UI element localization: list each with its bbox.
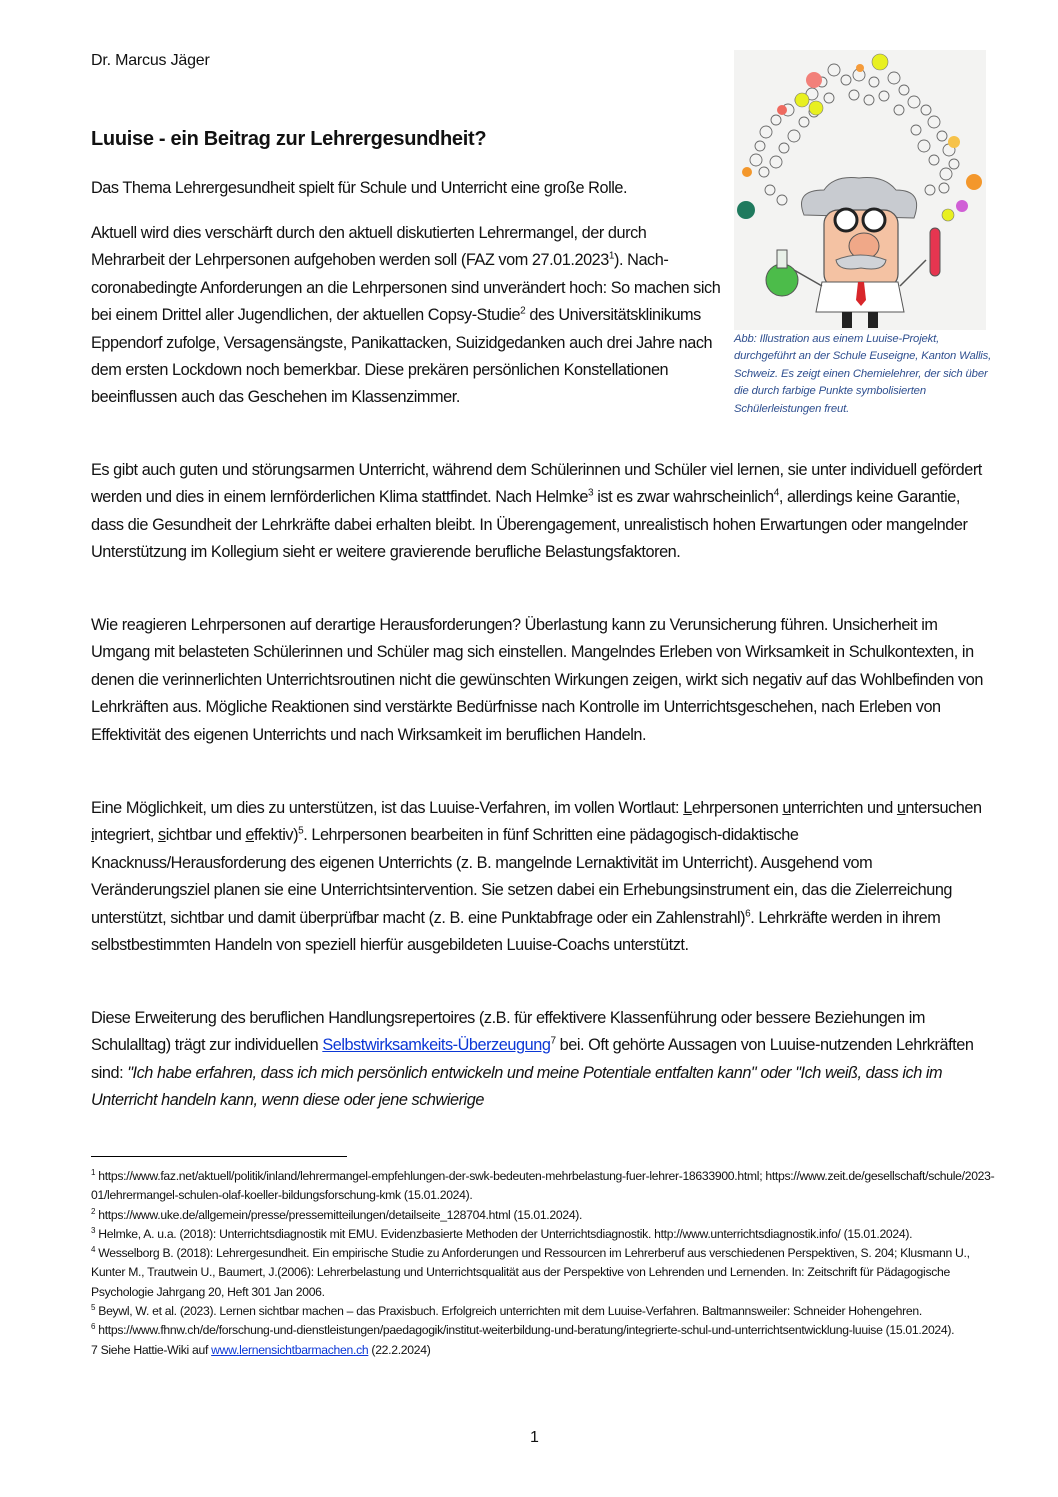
- paragraph-helmke: Es gibt auch guten und störungsarmen Unterricht, während dem Schülerinnen und Schüler viel lernen, sie unter individuell gefördert werden und dies in einem lernförderlichen Klima stattfindet. Nach Helmke$^3$ ist es zwar wahrscheinlich$^4$, allerdings keine Garantie, dass die Gesundheit der Lehrkräfte dabei erhalten bleibt. In Überengagement, unrealistisch hohen Erwartungen oder mangelnder Unterstützung im Kollegium sieht er weitere gravierende berufliche Belastungsfaktoren.: [91, 461, 982, 562]
- scientist-illustration-icon: [734, 50, 986, 330]
- footnote-ref-3[interactable]: 3: [588, 487, 594, 499]
- footnote-ref-2[interactable]: 2: [520, 305, 526, 317]
- paragraph-luuise-verfahren: Eine Möglichkeit, um dies zu unterstützen, ist das Luuise-Verfahren, im vollen Wortlaut: Lehrpersonen unterrichten und untersuchen integriert, sichtbar und effektiv)$^5$. Lehrpersonen bearbeiten in fünf Schritten eine pädagogisch-didaktische Knacknuss/Herausforderung des eigenen Unterrichts (z. B. mangelnde Lernaktivität im Unterricht). Ausgehend vom Veränderungsziel planen sie eine Unterrichtsintervention. Sie setzen dabei ein Erhebungsinstrument ein, das die Zielerreichung unterstützt, sichtbar und damit überprüfbar macht (z. B. eine Punktabfrage oder ein Zahlenstrahl)$^6$. Lehrkräfte werden in ihrem selbstbestimmten Handeln von speziell hierfür ausgebildeten Luuise-Coachs unterstützt.: [91, 799, 982, 955]
- footnote-6: $^6$ https://www.fhnw.ch/de/forschung-und-dienstleistungen/paedagogik/institut-weiterbildung-und-beratung/integrierte-schul-und-unterrichtsentwicklung-luuise (15.01.2024).: [91, 1322, 955, 1338]
- article-title: Luuise - ein Beitrag zur Lehrergesundheit?: [91, 128, 487, 150]
- lernensichtbarmachen-link[interactable]: www.lernensichtbarmachen.ch: [211, 1342, 369, 1357]
- footnote-1: $^1$ https://www.faz.net/aktuell/politik/inland/lehrermangel-empfehlungen-der-swk-bedeuten-mehrbelastung-fuer-lehrer-18633900.html; https://www.zeit.de/gesellschaft/schule/2023-01/lehrermangel-schulen-olaf-koeller-bildungsforschung-kmk (15.01.2024).: [91, 1167, 995, 1203]
- figure-caption: Abb: Illustration aus einem Luuise-Projekt, durchgeführt an der Schule Euseigne, Kanton Wallis, Schweiz. Es zeigt einen Chemielehrer, der sich über die durch farbige Punkte symbolisierten Schülerleistungen freut.: [734, 333, 992, 415]
- footnote-7: 7 Siehe Hattie-Wiki auf www.lernensichtbarmachen.ch (22.2.2024): [91, 1342, 431, 1357]
- paragraph-lehrermangel: Aktuell wird dies verschärft durch den aktuell diskutierten Lehrermangel, der durch Mehrarbeit der Lehrpersonen aufgehoben werden soll (FAZ vom 27.01.2023$^1$). Nach-coronabedingte Anforderungen an die Lehrpersonen sind unverändert hoch: So machen sich bei einem Drittel aller Jugendlichen, der aktuellen Copsy-Studie$^2$ des Universitätsklinikums Eppendorf zufolge, Versagensängste, Panikattacken, Suizidgedanken auch drei Jahre nach dem ersten Lockdown noch bemerkbar. Diese prekären persönlichen Konstellationen beeinflussen auch das Geschehen im Klassenzimmer.: [91, 224, 721, 407]
- footnote-5: $^5$ Beywl, W. et al. (2023). Lernen sichtbar machen – das Praxisbuch. Erfolgreich unterrichten mit dem Luuise-Verfahren. Baltmannsweiler: Schneider Hohengehren.: [91, 1303, 922, 1319]
- footnote-4: $^4$ Wesselborg B. (2018): Lehrergesundheit. Ein empirische Studie zu Anforderungen und Ressourcen im Lehrerberuf aus verschiedenen Perspektiven, S. 204; Klusmann U., Kunter M., Trautwein U., Baumert, J.(2006): Lehrerbelastung und Unterrichtsqualität aus der Perspektive von Lehrenden und Lernenden. In: Zeitschrift für Pädagogische Psychologie Jahrgang 20, Heft 301 Jan 2006.: [91, 1245, 970, 1299]
- footnote-ref-4[interactable]: 4: [773, 487, 779, 499]
- footnote-ref-7[interactable]: 7: [550, 1035, 556, 1047]
- footnotes: [91, 1167, 996, 1360]
- intro-paragraph: Das Thema Lehrergesundheit spielt für Schule und Unterricht eine große Rolle.: [91, 179, 628, 197]
- page-number: 1: [530, 1429, 539, 1446]
- selbstwirksamkeit-link[interactable]: Selbstwirksamkeits-Überzeugung: [322, 1036, 551, 1055]
- footnote-2: $^2$ https://www.uke.de/allgemein/presse/pressemitteilungen/detailseite_128704.html (15.01.2024).: [91, 1206, 583, 1222]
- footnote-3: $^3$ Helmke, A. u.a. (2018): Unterrichtsdiagnostik mit EMU. Evidenzbasierte Methoden der Unterrichtsdiagnostik. http://www.unterrichtsdiagnostik.info/ (15.01.2024).: [91, 1225, 913, 1241]
- teacher-quote: "Ich habe erfahren, dass ich mich persönlich entwickeln und meine Potentiale entfalten kann" oder "Ich weiß, dass ich im Unterricht handeln kann, wenn diese oder jene schwierige: [91, 1063, 943, 1110]
- footnote-separator: [91, 1156, 347, 1157]
- paragraph-reaktionen: Wie reagieren Lehrpersonen auf derartige Herausforderungen? Überlastung kann zu Verunsicherung führen. Unsicherheit im Umgang mit belasteten Schülerinnen und Schüler mag sich einstellen. Mangelndes Erleben von Wirksamkeit in Schulkontexten, in denen die verinnerlichten Unterrichtsroutinen nicht die gewünschten Wirkungen zeigen, wirkt sich negativ auf das Wohlbefinden von Lehrkräften aus. Mögliche Reaktionen sind verstärkte Bedürfnisse nach Kontrolle im Unterrichtsgeschehen, nach Erleben von Effektivität des eigenen Unterrichts und nach Wirksamkeit im beruflichen Handeln.: [91, 616, 983, 744]
- footnote-ref-1[interactable]: 1: [608, 250, 615, 262]
- paragraph-selbstwirksamkeit: Diese Erweiterung des beruflichen Handlungsrepertoires (z.B. für effektivere Klassenführung oder bessere Beziehungen im Schulalltag) trägt zur individuellen Selbstwirksamkeits-Überzeugung$^7$ bei. Oft gehörte Aussagen von Luuise-nutzenden Lehrkräften sind: "Ich habe erfahren, dass ich mich persönlich entwickeln und meine Potentiale entfalten kann" oder "Ich weiß, dass ich im Unterricht handeln kann, wenn diese oder jene schwierige: [91, 1009, 974, 1110]
- footnote-ref-5[interactable]: 5: [298, 825, 304, 837]
- scientist-illustration: [734, 50, 986, 330]
- footnote-ref-6[interactable]: 6: [745, 908, 751, 920]
- author-name: Dr. Marcus Jäger: [91, 52, 210, 69]
